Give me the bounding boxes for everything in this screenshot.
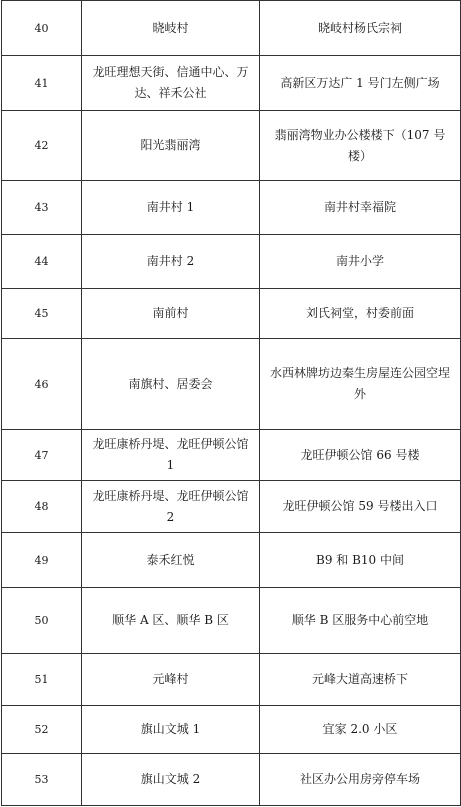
row-number: 53 (2, 754, 82, 806)
area-cell: 旗山文城 2 (82, 754, 260, 806)
area-cell: 龙旺理想天街、信通中心、万达、祥禾公社 (82, 56, 260, 111)
row-number: 49 (2, 533, 82, 588)
area-cell: 龙旺康桥丹堤、龙旺伊顿公馆 2 (82, 481, 260, 533)
row-number: 50 (2, 588, 82, 654)
area-cell: 阳光翡丽湾 (82, 111, 260, 181)
area-cell: 南旗村、居委会 (82, 339, 260, 430)
location-cell: 南井村幸福院 (260, 181, 461, 235)
area-cell: 元峰村 (82, 654, 260, 706)
table-row (2, 111, 461, 181)
area-cell: 晓岐村 (82, 1, 260, 56)
table-row (2, 1, 461, 56)
location-cell: 社区办公用房旁停车场 (260, 754, 461, 806)
table-row (2, 533, 461, 588)
location-cell: 南井小学 (260, 235, 461, 289)
location-cell: 高新区万达广 1 号门左侧广场 (260, 56, 461, 111)
location-cell: 宜家 2.0 小区 (260, 706, 461, 754)
location-cell: B9 和 B10 中间 (260, 533, 461, 588)
row-number: 48 (2, 481, 82, 533)
table-row (2, 588, 461, 654)
table-row (2, 481, 461, 533)
location-cell: 龙旺伊顿公馆 59 号楼出入口 (260, 481, 461, 533)
table-row (2, 339, 461, 430)
row-number: 43 (2, 181, 82, 235)
location-cell: 晓岐村杨氏宗祠 (260, 1, 461, 56)
row-number: 45 (2, 289, 82, 339)
table-row (2, 754, 461, 806)
location-cell: 元峰大道高速桥下 (260, 654, 461, 706)
row-number: 46 (2, 339, 82, 430)
row-number: 52 (2, 706, 82, 754)
table-row (2, 56, 461, 111)
area-cell: 南井村 1 (82, 181, 260, 235)
row-number: 41 (2, 56, 82, 111)
area-cell: 旗山文城 1 (82, 706, 260, 754)
area-cell: 南前村 (82, 289, 260, 339)
area-cell: 龙旺康桥丹堤、龙旺伊顿公馆 1 (82, 430, 260, 481)
location-cell: 水西林牌坊边秦生房屋连公园空埕外 (260, 339, 461, 430)
row-number: 42 (2, 111, 82, 181)
area-cell: 泰禾红悦 (82, 533, 260, 588)
row-number: 51 (2, 654, 82, 706)
row-number: 47 (2, 430, 82, 481)
location-cell: 顺华 B 区服务中心前空地 (260, 588, 461, 654)
area-cell: 顺华 A 区、顺华 B 区 (82, 588, 260, 654)
table-row (2, 706, 461, 754)
location-cell: 翡丽湾物业办公楼楼下（107 号楼） (260, 111, 461, 181)
table-row (2, 235, 461, 289)
sampling-site-table (1, 0, 461, 806)
location-cell: 刘氏祠堂，村委前面 (260, 289, 461, 339)
location-cell: 龙旺伊顿公馆 66 号楼 (260, 430, 461, 481)
row-number: 40 (2, 1, 82, 56)
table-row (2, 289, 461, 339)
table-row (2, 430, 461, 481)
table-body (2, 1, 461, 806)
table-row (2, 654, 461, 706)
table-row (2, 181, 461, 235)
row-number: 44 (2, 235, 82, 289)
area-cell: 南井村 2 (82, 235, 260, 289)
